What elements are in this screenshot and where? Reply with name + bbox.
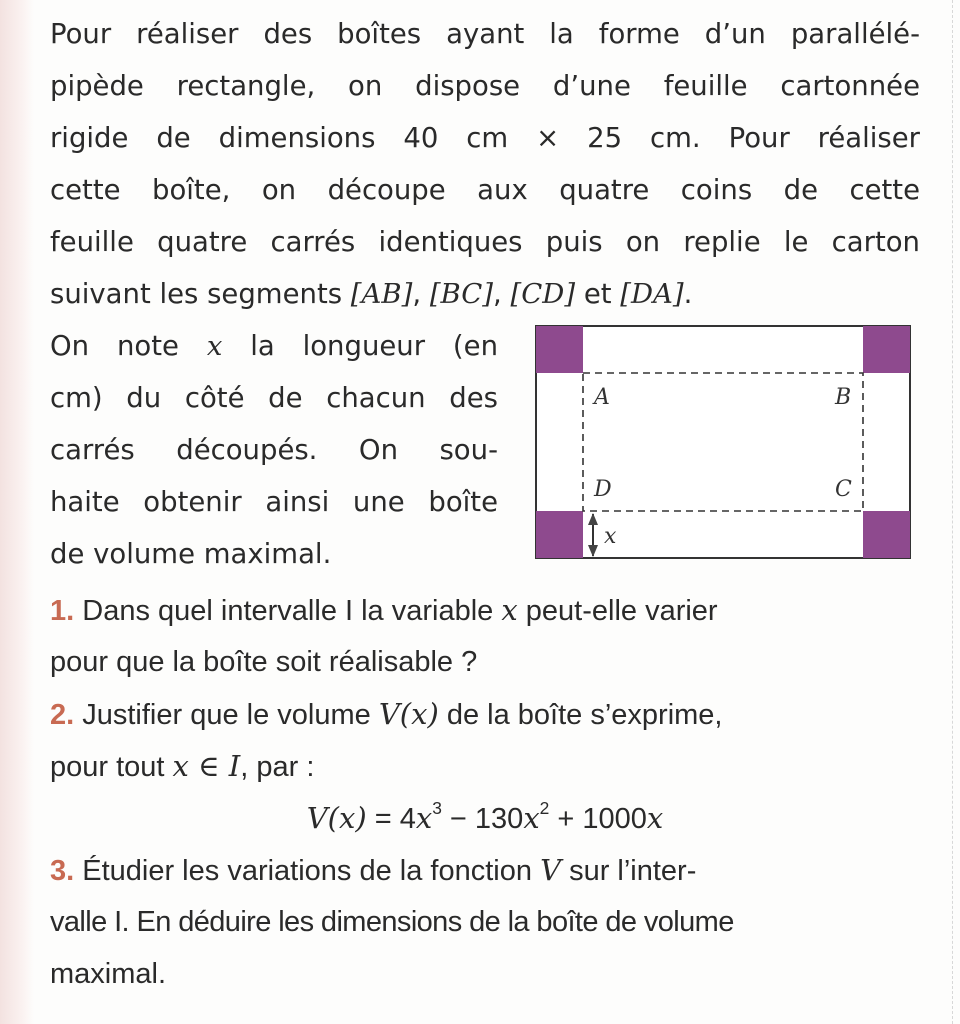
label-c: C (835, 477, 852, 502)
side-line-1 (50, 320, 498, 372)
corner-square-top-right (863, 326, 910, 373)
page-margin (0, 0, 34, 1024)
page-edge-rule (952, 0, 953, 1024)
label-b: B (835, 385, 852, 410)
volume-expression: V(x) (378, 697, 439, 731)
question-1-line-2 (50, 636, 920, 688)
label-a: A (594, 385, 610, 410)
question-text: sur l’inter- (561, 855, 697, 887)
question-3-line-2 (50, 896, 920, 948)
side-line-5 (50, 528, 498, 580)
formula-part: + 1000 (549, 803, 647, 835)
intro-line-2 (50, 60, 920, 112)
intro-line-3 (50, 112, 920, 164)
side-text-part: de volume maximal. (50, 538, 332, 570)
side-text-part: carrés découpés. On sou- (50, 434, 498, 466)
corner-square-bottom-right (863, 511, 910, 558)
question-1-line-1 (50, 584, 920, 636)
intro-text: suivant les segments (50, 278, 351, 310)
exercise (50, 8, 920, 1000)
formula-exponent: 2 (539, 798, 550, 819)
separator: , (412, 278, 430, 310)
side-text-part: On note (50, 330, 207, 362)
question-text: maximal. (50, 958, 167, 990)
intro-line-4 (50, 164, 920, 216)
side-line-4 (50, 476, 498, 528)
question-text: , par : (240, 751, 315, 783)
label-d: D (594, 477, 612, 502)
question-2-line-1 (50, 688, 920, 740)
question-2-line-2 (50, 740, 920, 792)
variable-x: x (501, 593, 518, 627)
side-text-part: haite obtenir ainsi une boîte (50, 486, 498, 518)
intro-line-5 (50, 216, 920, 268)
question-number: 3. (50, 855, 75, 887)
separator: , (493, 278, 511, 310)
question-text: Dans quel intervalle I la variable (74, 595, 502, 627)
separator: et (575, 278, 621, 310)
segment-da: [DA] (620, 278, 684, 310)
segment-ab: [AB] (350, 278, 413, 310)
formula-var: x (415, 801, 433, 835)
questions (50, 584, 920, 1000)
corner-square-bottom-left (536, 511, 583, 558)
question-text: Étudier les variations de la fonction (74, 855, 541, 887)
question-text: valle I. En déduire les dimensions de la boîte de volume (50, 906, 734, 938)
corner-square-top-left (536, 326, 583, 373)
variable-x: x (206, 330, 223, 362)
period: . (683, 278, 693, 310)
intro-text: cette boîte, on découpe aux quatre coins de cette (50, 174, 920, 206)
question-text: de la boîte s’exprime, (438, 699, 723, 731)
label-x: x (604, 524, 617, 549)
formula-part: − 130 (441, 803, 524, 835)
side-text (50, 320, 498, 580)
side-line-2 (50, 372, 498, 424)
text-and-figure (50, 320, 920, 580)
segment-cd: [CD] (510, 278, 576, 310)
function-v: V (540, 853, 562, 887)
question-text: Justifier que le volume (74, 699, 379, 731)
intro-text: rigide de dimensions 40 cm × 25 cm. Pour réaliser (50, 122, 920, 154)
side-line-3 (50, 424, 498, 476)
formula-var: x (523, 801, 540, 835)
question-number: 1. (50, 595, 75, 627)
intro-line-1 (50, 8, 920, 60)
membership-expression: x ∈ I (172, 749, 241, 783)
formula-part: = 4 (366, 803, 416, 835)
intro-line-6 (50, 268, 920, 320)
question-text: pour tout (50, 751, 173, 783)
intro-text: feuille quatre carrés identiques puis on replie le carton (50, 226, 920, 258)
intro-text: Pour réaliser des boîtes ayant la forme d’un parallélé- (50, 18, 920, 50)
question-text: pour que la boîte soit réalisable ? (50, 646, 478, 678)
cardboard-diagram (534, 324, 914, 564)
side-text-part: la longueur (en (222, 330, 498, 362)
formula-lhs: V(x) (306, 801, 367, 835)
side-text-part: cm) du côté de chacun des (50, 382, 498, 414)
question-3-line-1 (50, 844, 920, 896)
formula-exponent: 3 (432, 798, 442, 819)
question-3-line-3 (50, 948, 920, 1000)
segment-bc: [BC] (429, 278, 494, 310)
question-number: 2. (50, 699, 75, 731)
intro-text: pipède rectangle, on dispose d’une feuille cartonnée (50, 70, 920, 102)
formula-var: x (646, 801, 664, 835)
volume-formula (50, 792, 920, 844)
question-text: peut-elle varier (517, 595, 718, 627)
